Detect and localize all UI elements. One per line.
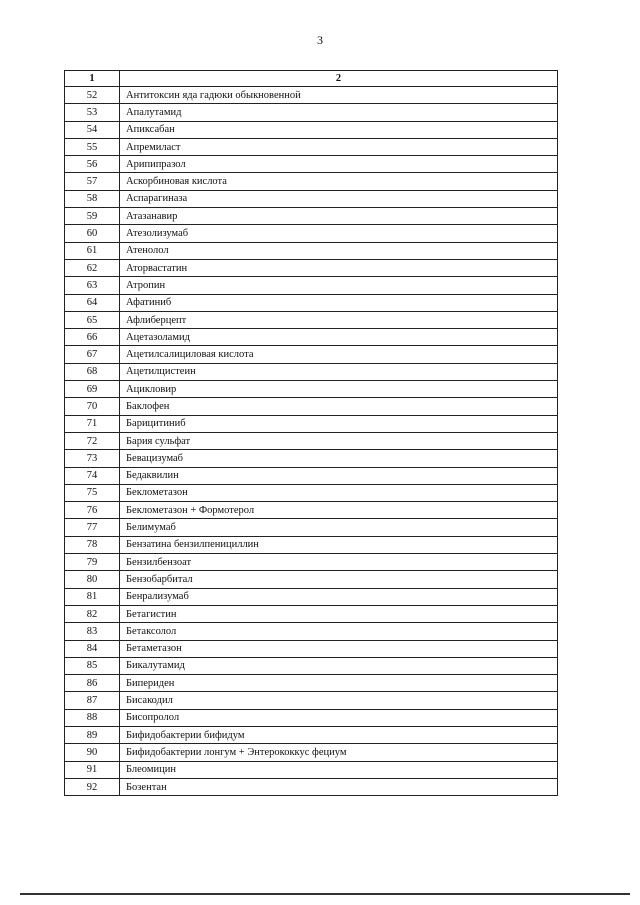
drug-name: Бисакодил — [120, 692, 558, 709]
table-row — [65, 432, 558, 449]
row-number: 92 — [65, 778, 120, 795]
row-number: 86 — [65, 675, 120, 692]
table-row — [65, 277, 558, 294]
drug-name: Ацетилсалициловая кислота — [120, 346, 558, 363]
row-number: 66 — [65, 329, 120, 346]
row-number: 58 — [65, 190, 120, 207]
table-body — [65, 87, 558, 796]
drug-name: Бипериден — [120, 675, 558, 692]
table-row — [65, 415, 558, 432]
drug-name: Антитоксин яда гадюки обыкновенной — [120, 87, 558, 104]
drug-name: Бензобарбитал — [120, 571, 558, 588]
drug-name: Афлиберцепт — [120, 311, 558, 328]
table-row — [65, 605, 558, 622]
table-row — [65, 225, 558, 242]
table-row — [65, 467, 558, 484]
table-row — [65, 138, 558, 155]
drug-name: Атезолизумаб — [120, 225, 558, 242]
row-number: 54 — [65, 121, 120, 138]
row-number: 72 — [65, 432, 120, 449]
table-row — [65, 311, 558, 328]
drug-name: Бозентан — [120, 778, 558, 795]
row-number: 55 — [65, 138, 120, 155]
table-row — [65, 519, 558, 536]
table-row — [65, 502, 558, 519]
drug-name: Ацетилцистеин — [120, 363, 558, 380]
row-number: 76 — [65, 502, 120, 519]
row-number: 83 — [65, 623, 120, 640]
drug-name: Барицитиниб — [120, 415, 558, 432]
row-number: 90 — [65, 744, 120, 761]
row-number: 68 — [65, 363, 120, 380]
row-number: 56 — [65, 156, 120, 173]
table-row — [65, 484, 558, 501]
table-row — [65, 398, 558, 415]
row-number: 65 — [65, 311, 120, 328]
table-row — [65, 778, 558, 795]
row-number: 84 — [65, 640, 120, 657]
drug-name: Аскорбиновая кислота — [120, 173, 558, 190]
drug-name: Белимумаб — [120, 519, 558, 536]
drug-list-table — [64, 70, 558, 796]
row-number: 79 — [65, 554, 120, 571]
row-number: 89 — [65, 726, 120, 743]
row-number: 75 — [65, 484, 120, 501]
table-row — [65, 190, 558, 207]
drug-name: Ацикловир — [120, 381, 558, 398]
row-number: 64 — [65, 294, 120, 311]
table-row — [65, 104, 558, 121]
table-row — [65, 761, 558, 778]
drug-name: Апалутамид — [120, 104, 558, 121]
drug-name: Бетаметазон — [120, 640, 558, 657]
table-row — [65, 726, 558, 743]
bottom-rule — [20, 893, 630, 895]
table-row — [65, 554, 558, 571]
table-row — [65, 363, 558, 380]
drug-name: Ацетазоламид — [120, 329, 558, 346]
table-row — [65, 571, 558, 588]
table-row — [65, 744, 558, 761]
table-row — [65, 329, 558, 346]
table-row — [65, 623, 558, 640]
drug-name: Бисопролол — [120, 709, 558, 726]
row-number: 69 — [65, 381, 120, 398]
drug-name: Бетагистин — [120, 605, 558, 622]
row-number: 59 — [65, 208, 120, 225]
table-row — [65, 381, 558, 398]
table-row — [65, 156, 558, 173]
table-row — [65, 692, 558, 709]
row-number: 63 — [65, 277, 120, 294]
row-number: 71 — [65, 415, 120, 432]
drug-name: Бифидобактерии лонгум + Энтерококкус фециум — [120, 744, 558, 761]
row-number: 82 — [65, 605, 120, 622]
drug-name: Бедаквилин — [120, 467, 558, 484]
drug-name: Баклофен — [120, 398, 558, 415]
drug-name: Аспарагиназа — [120, 190, 558, 207]
drug-name: Беклометазон — [120, 484, 558, 501]
drug-name: Афатиниб — [120, 294, 558, 311]
table-row — [65, 346, 558, 363]
row-number: 57 — [65, 173, 120, 190]
row-number: 80 — [65, 571, 120, 588]
table-row — [65, 121, 558, 138]
row-number: 85 — [65, 657, 120, 674]
table-row — [65, 536, 558, 553]
row-number: 52 — [65, 87, 120, 104]
drug-name: Бария сульфат — [120, 432, 558, 449]
row-number: 74 — [65, 467, 120, 484]
row-number: 53 — [65, 104, 120, 121]
drug-name: Бетаксолол — [120, 623, 558, 640]
table-header-row — [65, 71, 558, 87]
drug-name: Бикалутамид — [120, 657, 558, 674]
table-row — [65, 450, 558, 467]
table-row — [65, 657, 558, 674]
drug-name: Апиксабан — [120, 121, 558, 138]
row-number: 87 — [65, 692, 120, 709]
row-number: 60 — [65, 225, 120, 242]
table-row — [65, 588, 558, 605]
drug-name: Атропин — [120, 277, 558, 294]
page-number: 3 — [317, 33, 323, 47]
drug-name: Бензилбензоат — [120, 554, 558, 571]
row-number: 67 — [65, 346, 120, 363]
row-number: 78 — [65, 536, 120, 553]
drug-name: Блеомицин — [120, 761, 558, 778]
drug-name: Бенрализумаб — [120, 588, 558, 605]
row-number: 70 — [65, 398, 120, 415]
drug-name: Бифидобактерии бифидум — [120, 726, 558, 743]
drug-name: Аторвастатин — [120, 259, 558, 276]
drug-name: Арипипразол — [120, 156, 558, 173]
column-header-number: 1 — [65, 71, 120, 87]
table-row — [65, 294, 558, 311]
row-number: 77 — [65, 519, 120, 536]
table-row — [65, 709, 558, 726]
column-header-name: 2 — [120, 71, 558, 87]
table-row — [65, 675, 558, 692]
table-row — [65, 173, 558, 190]
row-number: 73 — [65, 450, 120, 467]
table-row — [65, 242, 558, 259]
table-row — [65, 208, 558, 225]
drug-name: Апремиласт — [120, 138, 558, 155]
drug-name: Бевацизумаб — [120, 450, 558, 467]
row-number: 61 — [65, 242, 120, 259]
drug-name: Атазанавир — [120, 208, 558, 225]
drug-name: Атенолол — [120, 242, 558, 259]
table-row — [65, 87, 558, 104]
row-number: 62 — [65, 259, 120, 276]
table-row — [65, 259, 558, 276]
row-number: 91 — [65, 761, 120, 778]
drug-name: Бензатина бензилпенициллин — [120, 536, 558, 553]
table-row — [65, 640, 558, 657]
row-number: 81 — [65, 588, 120, 605]
row-number: 88 — [65, 709, 120, 726]
drug-name: Беклометазон + Формотерол — [120, 502, 558, 519]
